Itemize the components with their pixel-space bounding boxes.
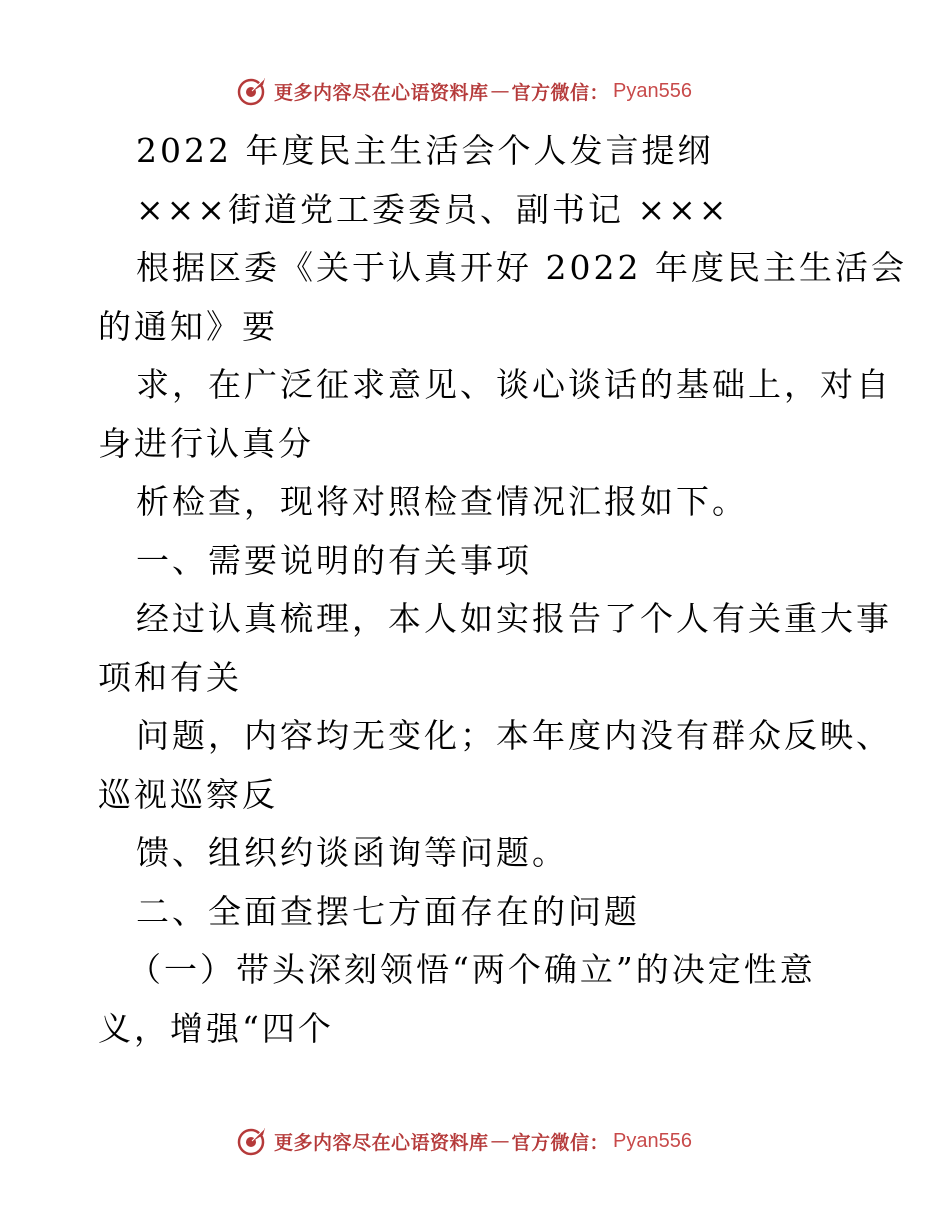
banner-main-text: 更多内容尽在心语资料库 <box>274 1131 489 1154</box>
section-heading: 一、需要说明的有关事项 <box>136 540 532 580</box>
paragraph-line: 析检查，现将对照检查情况汇报如下。 <box>136 482 748 521</box>
paragraph-line: 身进行认真分 <box>98 423 314 463</box>
document-body <box>98 122 907 1058</box>
paragraph-line: 义，增强“四个 <box>98 1008 334 1048</box>
quill-circle-icon <box>236 1125 268 1157</box>
banner-separator: — <box>490 80 510 102</box>
paragraph-line: 求，在广泛征求意见、谈心谈话的基础上，对自 <box>136 365 892 404</box>
banner-handle: Pyan556 <box>613 1129 692 1152</box>
paragraph-line: 项和有关 <box>98 657 242 697</box>
banner-separator: — <box>490 1130 510 1152</box>
paragraph-line: 巡视巡察反 <box>98 774 278 814</box>
subsection-heading: （一）带头深刻领悟“两个确立”的决定性意 <box>128 950 816 989</box>
banner-main-text: 更多内容尽在心语资料库 <box>274 81 489 104</box>
document-title: 2022 年度民主生活会个人发言提纲 <box>136 131 714 170</box>
banner-handle: Pyan556 <box>613 79 692 102</box>
section-heading: 二、全面查摆七方面存在的问题 <box>136 891 640 931</box>
paragraph-line: 经过认真梳理，本人如实报告了个人有关重大事 <box>136 599 892 638</box>
paragraph-line: 的通知》要 <box>98 306 278 346</box>
quill-circle-icon <box>236 75 268 107</box>
paragraph-line: 问题，内容均无变化；本年度内没有群众反映、 <box>136 716 892 755</box>
banner-wechat-label: 官方微信： <box>511 81 610 104</box>
banner-wechat-label: 官方微信： <box>511 1131 610 1154</box>
document-author: ×××街道党工委委员、副书记 ××× <box>136 189 730 229</box>
paragraph-line: 根据区委《关于认真开好 2022 年度民主生活会 <box>136 248 907 287</box>
footer-banner <box>236 1124 692 1158</box>
header-banner <box>236 74 692 108</box>
paragraph-line: 馈、组织约谈函询等问题。 <box>136 833 568 872</box>
